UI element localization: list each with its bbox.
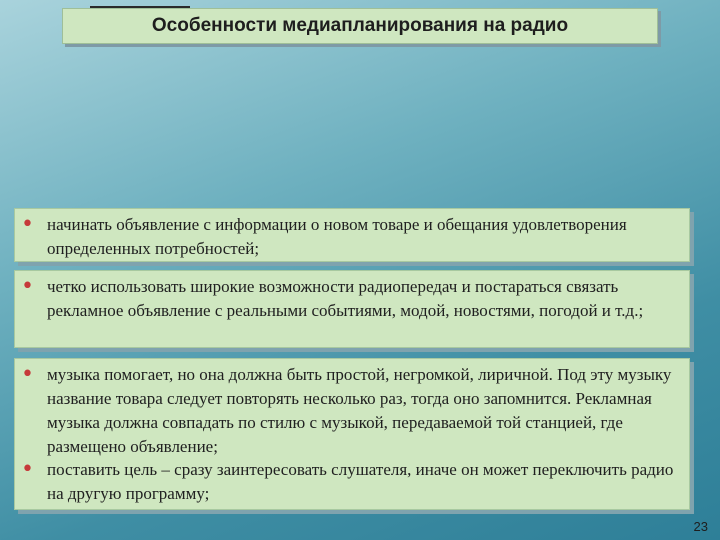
bullet-text-3: музыка помогает, но она должна быть простой, негромкой, лиричной. Под эту музыку название товара следует повторять несколько раз, тогда оно запомнится. Рекламная музыка должна совпадать по стилю с музыкой, передаваемой той станцией, где размещено объявление;	[47, 365, 672, 456]
bullet-icon: •	[21, 274, 34, 299]
bullet-text-2: четко использовать широкие возможности радиопередач и постараться связать рекламное объявление с реальными событиями, модой, новостями, погодой и т.д.;	[47, 277, 644, 320]
bullet-icon: •	[21, 212, 34, 237]
bullet-card-3	[14, 358, 690, 510]
page-number: 23	[693, 519, 708, 534]
bullet-icon: •	[21, 457, 34, 482]
bullet-text-4: поставить цель – сразу заинтересовать слушателя, иначе он может переключить радио на другую программу;	[47, 460, 674, 503]
bullet-text-1: начинать объявление с информации о новом товаре и обещания удовлетворения определенных потребностей;	[47, 215, 627, 258]
title-box	[62, 8, 658, 44]
bullet-icon: •	[21, 362, 34, 387]
bullet-card-1	[14, 208, 690, 262]
bullet-card-2	[14, 270, 690, 348]
slide-title: Особенности медиапланирования на радио	[151, 15, 569, 36]
